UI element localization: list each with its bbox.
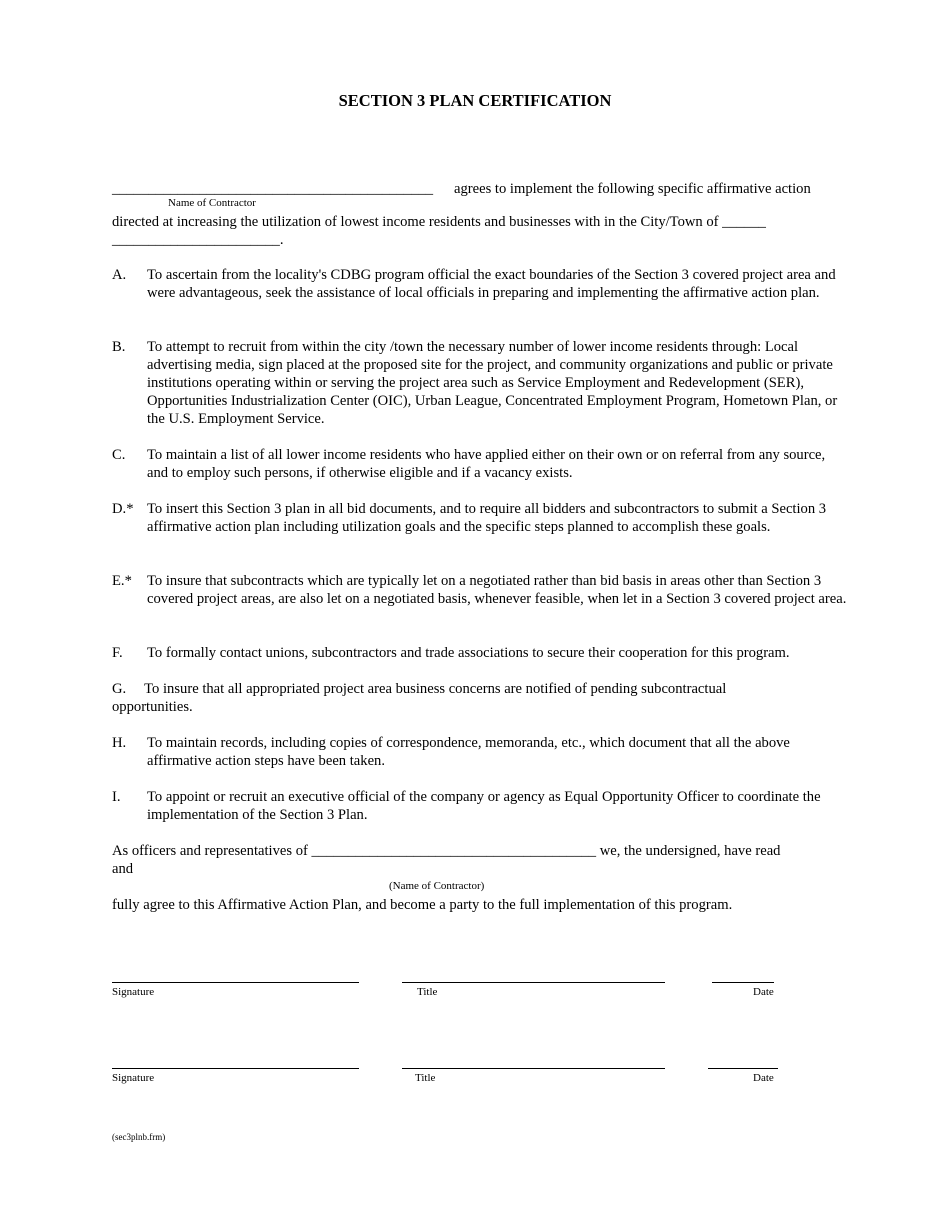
contractor-name-blank[interactable]: ____________________________________________ — [112, 181, 434, 197]
date-line-1[interactable] — [712, 982, 774, 983]
closing-line-2: and — [112, 861, 134, 877]
list-item-g-line-2: opportunities. — [112, 699, 193, 715]
signature-line-1[interactable] — [112, 982, 359, 983]
signature-label-1: Signature — [112, 986, 155, 998]
title-label-2: Title — [415, 1072, 436, 1084]
item-label: H. — [112, 735, 127, 751]
intro-line-2: directed at increasing the utilization of lowest income residents and businesses with in the City/Town of ______ — [112, 214, 766, 230]
intro-agrees-text: agrees to implement the following specific affirmative action — [454, 181, 811, 197]
date-label-2: Date — [753, 1072, 774, 1084]
item-text: To insert this Section 3 plan in all bid documents, and to require all bidders and subcontractors to submit a Section 3 affirmative action plan including utilization goals and the specific steps planned to accomplish these goals. — [147, 501, 827, 535]
contractor-name-label: Name of Contractor — [168, 197, 256, 209]
item-text: To attempt to recruit from within the city /town the necessary number of lower income residents through: Local advertising media, sign placed at the proposed site for the project, and community organizations and public or private institutions operating within or serving the project area such as Service Employment and Redevelopment (SER), Opportunities Industrialization Center (OIC), Urban League, Concentrated Employment Program, Hometown Plan, or the U.S. Employment Service. — [147, 339, 838, 427]
item-text: To appoint or recruit an executive official of the company or agency as Equal Opportunity Officer to coordinate the implementation of the Section 3 Plan. — [147, 789, 821, 823]
intro-line-3: _______________________. — [112, 232, 284, 248]
item-label: B. — [112, 339, 126, 355]
footer-filename: (sec3plnb.frm) — [112, 1132, 166, 1142]
title-line-1[interactable] — [402, 982, 665, 983]
title-line-2[interactable] — [402, 1068, 665, 1069]
signature-line-2[interactable] — [112, 1068, 359, 1069]
item-label: I. — [112, 789, 121, 805]
title-label-1: Title — [417, 986, 438, 998]
page-title: SECTION 3 PLAN CERTIFICATION — [338, 91, 612, 110]
date-line-2[interactable] — [708, 1068, 778, 1069]
item-label: C. — [112, 447, 126, 463]
item-text: To maintain records, including copies of correspondence, memoranda, etc., which document that all the above affirmative action steps have been taken. — [147, 735, 790, 769]
signature-label-2: Signature — [112, 1072, 155, 1084]
item-text: To insure that subcontracts which are typically let on a negotiated rather than bid basis in areas other than Section 3 covered project areas, are also let on a negotiated basis, whenever feasible, when let in a Section 3 covered project area. — [147, 573, 847, 607]
closing-line-1: As officers and representatives of _______________________________________ we, the undersigned, have read — [112, 843, 781, 859]
item-text: To formally contact unions, subcontractors and trade associations to secure their cooperation for this program. — [147, 645, 790, 661]
list-item-g-line-1: G. To insure that all appropriated project area business concerns are notified of pending subcontractual — [112, 681, 727, 697]
closing-name-label: (Name of Contractor) — [389, 880, 485, 892]
closing-line-3: fully agree to this Affirmative Action Plan, and become a party to the full implementation of this program. — [112, 897, 733, 913]
item-label: D.* — [112, 501, 134, 517]
item-text: To maintain a list of all lower income residents who have applied either on their own or on referral from any source, and to employ such persons, if otherwise eligible and if a vacancy exists. — [147, 447, 826, 481]
date-label-1: Date — [753, 986, 774, 998]
item-label: E.* — [112, 573, 132, 589]
item-label: A. — [112, 267, 127, 283]
item-label: F. — [112, 645, 123, 661]
item-text: To ascertain from the locality's CDBG program official the exact boundaries of the Section 3 covered project area and were advantageous, seek the assistance of local officials in preparing and implementing the affirmative action plan. — [147, 267, 836, 301]
